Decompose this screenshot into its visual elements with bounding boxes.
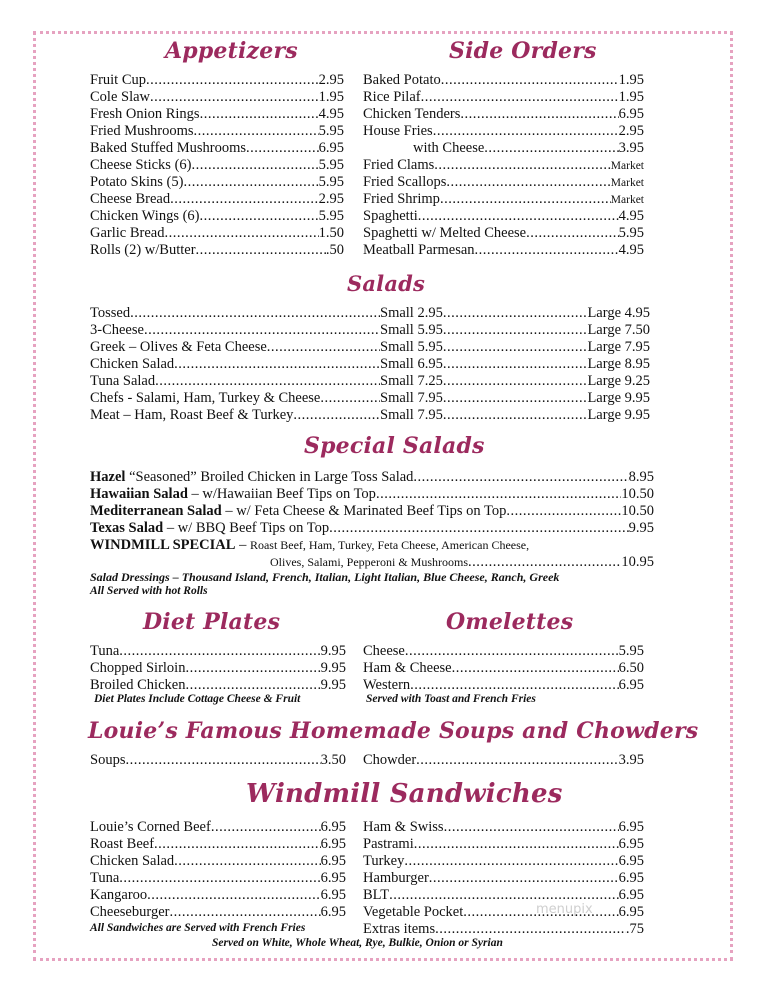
item-name — [90, 486, 376, 503]
appetizer-item — [90, 106, 344, 123]
sandwiches-fries-note: All Sandwiches are Served with French Fries — [90, 922, 306, 934]
side-order-item — [363, 157, 644, 174]
leader-dots — [170, 191, 319, 208]
item-name: Fruit Cup — [90, 72, 146, 88]
leader-dots — [429, 870, 619, 887]
item-name: Louie’s Corned Beef — [90, 819, 211, 835]
item-price: 5.95 — [318, 123, 344, 139]
item-price: Market — [610, 160, 644, 172]
item-name: Rice Pilaf — [363, 89, 421, 105]
item-name: Vegetable Pocket — [363, 904, 464, 920]
leader-dots — [443, 407, 588, 424]
sandwich-item — [90, 887, 346, 904]
item-description: “Seasoned” Broiled Chicken in Large Toss Salad — [125, 469, 414, 485]
item-name: Tuna Salad — [90, 373, 156, 389]
leader-dots — [475, 242, 619, 259]
windmill-special-desc2: Olives, Salami, Pepperoni & Mushrooms — [270, 555, 468, 569]
item-description: – w/ Feta Cheese & Marinated Beef Tips on Top — [221, 503, 507, 519]
item-name: Cheeseburger — [90, 904, 170, 920]
item-price: 10.50 — [621, 503, 654, 519]
item-price: 5.95 — [318, 174, 344, 190]
item-price: 6.95 — [618, 677, 644, 693]
item-price-large: Large 9.95 — [587, 390, 650, 406]
leader-dots — [200, 106, 319, 123]
item-name-bold: Hazel — [90, 469, 126, 485]
item-price: 5.95 — [318, 208, 344, 224]
item-price-large: Large 9.95 — [587, 407, 650, 423]
item-price: 8.95 — [628, 469, 654, 485]
diet-plates-heading: Diet Plates — [143, 609, 281, 635]
windmill-special-line1 — [90, 537, 529, 554]
item-price: 6.95 — [618, 853, 644, 869]
salad-item — [90, 407, 650, 424]
leader-dots — [484, 140, 618, 157]
leader-dots — [435, 921, 626, 938]
leader-dots — [460, 106, 618, 123]
item-price: 2.95 — [618, 123, 644, 139]
item-price: 6.95 — [618, 106, 644, 122]
item-name: Roast Beef — [90, 836, 155, 852]
leader-dots — [506, 503, 621, 520]
item-name: Tossed — [90, 305, 131, 321]
leader-dots — [434, 157, 610, 174]
item-name: Extras items — [363, 921, 436, 937]
item-price-small: Small 7.25 — [380, 373, 443, 389]
item-price: 4.95 — [318, 106, 344, 122]
sandwich-item — [90, 853, 346, 870]
item-price: 6.95 — [320, 887, 346, 903]
leader-dots — [147, 887, 320, 904]
item-price: 1.50 — [318, 225, 344, 241]
diet-plate-item — [90, 677, 346, 694]
leader-dots — [440, 191, 611, 208]
item-name: Chopped Sirloin — [90, 660, 186, 676]
item-name: Turkey — [363, 853, 405, 869]
leader-dots — [446, 174, 610, 191]
leader-dots — [526, 225, 619, 242]
leader-dots — [130, 305, 380, 322]
salad-item — [90, 356, 650, 373]
item-price-small: Small 6.95 — [380, 356, 443, 372]
windmill-special-dash: – — [235, 537, 250, 553]
item-price-small: Small 7.95 — [380, 390, 443, 406]
leader-dots — [443, 390, 588, 407]
item-price: 6.95 — [618, 836, 644, 852]
leader-dots — [413, 469, 628, 486]
special-salad-item — [90, 486, 654, 503]
item-name: Meat – Ham, Roast Beef & Turkey — [90, 407, 294, 423]
item-price: 3.50 — [320, 752, 346, 768]
appetizer-item — [90, 157, 344, 174]
item-name: Spaghetti — [363, 208, 418, 224]
item-name: Cole Slaw — [90, 89, 151, 105]
item-name: Ham & Cheese — [363, 660, 452, 676]
sandwiches-bread-note: Served on White, Whole Wheat, Rye, Bulkie, Onion or Syrian — [212, 937, 503, 949]
leader-dots — [246, 140, 319, 157]
leader-dots — [452, 660, 619, 677]
side-order-item — [363, 225, 644, 242]
leader-dots — [196, 242, 326, 259]
item-name: Chicken Wings (6) — [90, 208, 200, 224]
sandwich-item — [363, 904, 644, 921]
item-price: 5.95 — [618, 225, 644, 241]
leader-dots — [443, 305, 588, 322]
windmill-special-name: WINDMILL SPECIAL — [90, 537, 236, 553]
appetizer-item — [90, 123, 344, 140]
item-price: 10.50 — [621, 486, 654, 502]
leader-dots — [125, 752, 320, 769]
salad-dressings-list: – Thousand Island, French, Italian, Light Italian, Blue Cheese, Ranch, Greek — [169, 570, 560, 584]
special-salads-heading: Special Salads — [304, 433, 485, 459]
salad-item — [90, 339, 650, 356]
item-name: Chefs - Salami, Ham, Turkey & Cheese — [90, 390, 321, 406]
appetizer-item — [90, 72, 344, 89]
sandwich-item — [363, 887, 644, 904]
item-price-small: Small 2.95 — [380, 305, 443, 321]
item-price: 6.95 — [618, 870, 644, 886]
item-name: BLT — [363, 887, 390, 903]
side-order-item — [363, 242, 644, 259]
item-price: 5.95 — [618, 643, 644, 659]
appetizer-item — [90, 89, 344, 106]
item-name: Fresh Onion Rings — [90, 106, 200, 122]
special-salad-item — [90, 520, 654, 537]
item-description: – w/Hawaiian Beef Tips on Top — [187, 486, 376, 502]
sandwich-item — [363, 921, 644, 938]
leader-dots — [443, 322, 588, 339]
item-name: Pastrami — [363, 836, 414, 852]
side-order-item — [363, 89, 644, 106]
appetizer-item — [90, 225, 344, 242]
item-name: Chowder — [363, 752, 417, 768]
leader-dots — [211, 819, 321, 836]
sandwich-item — [90, 904, 346, 921]
item-name: Fried Clams — [363, 157, 435, 173]
side-order-item — [363, 140, 644, 157]
salad-item — [90, 373, 650, 390]
item-name — [90, 520, 329, 537]
leader-dots — [185, 660, 320, 677]
soups-heading: Louie’s Famous Homemade Soups and Chowders — [88, 718, 699, 744]
item-price: 2.95 — [318, 191, 344, 207]
item-name: Western — [363, 677, 411, 693]
item-price: 6.95 — [618, 904, 644, 920]
item-price: 2.95 — [318, 72, 344, 88]
side-order-item — [363, 123, 644, 140]
leader-dots — [146, 72, 319, 89]
item-price: 6.95 — [320, 853, 346, 869]
leader-dots — [200, 208, 319, 225]
item-name: Cheese — [363, 643, 405, 659]
appetizer-item — [90, 208, 344, 225]
leader-dots — [174, 356, 380, 373]
special-salad-item — [90, 503, 654, 520]
side-order-item — [363, 72, 644, 89]
item-name-bold: Mediterranean Salad — [90, 503, 222, 519]
item-name: Kangaroo — [90, 887, 148, 903]
item-name: Tuna — [90, 643, 120, 659]
leader-dots — [164, 225, 318, 242]
item-price-large: Large 8.95 — [587, 356, 650, 372]
leader-dots — [443, 373, 588, 390]
leader-dots — [119, 643, 320, 660]
item-price: 4.95 — [618, 242, 644, 258]
side-order-item — [363, 106, 644, 123]
item-price: 6.95 — [618, 887, 644, 903]
item-name: Hamburger — [363, 870, 429, 886]
watermark-logo: menupix — [536, 902, 593, 917]
item-price: 4.95 — [618, 208, 644, 224]
item-price: 9.95 — [320, 677, 346, 693]
leader-dots — [155, 373, 380, 390]
omelette-item — [363, 660, 644, 677]
item-name: Fried Shrimp — [363, 191, 440, 207]
leader-dots — [169, 904, 320, 921]
item-price: 9.95 — [628, 520, 654, 536]
leader-dots — [421, 89, 619, 106]
item-price-small: Small 5.95 — [380, 322, 443, 338]
leader-dots — [154, 836, 321, 853]
side-order-item — [363, 191, 644, 208]
item-name: Cheese Bread — [90, 191, 171, 207]
leader-dots — [320, 390, 380, 407]
diet-plate-item — [90, 643, 346, 660]
salad-item — [90, 390, 650, 407]
omelettes-heading: Omelettes — [446, 609, 574, 635]
item-name: Chicken Tenders — [363, 106, 461, 122]
diet-plate-item — [90, 660, 346, 677]
item-name: with Cheese — [413, 140, 485, 156]
sandwich-item — [363, 853, 644, 870]
item-price: 9.95 — [320, 643, 346, 659]
leader-dots — [267, 339, 380, 356]
sandwich-item — [363, 836, 644, 853]
leader-dots — [185, 677, 320, 694]
sandwich-item — [90, 819, 346, 836]
item-name: Garlic Bread — [90, 225, 165, 241]
windmill-special-desc1: Roast Beef, Ham, Turkey, Feta Cheese, American Cheese, — [249, 538, 530, 552]
diet-plates-note: Diet Plates Include Cottage Cheese & Fruit — [94, 693, 301, 705]
item-name: Baked Stuffed Mushrooms — [90, 140, 247, 156]
leader-dots — [174, 853, 320, 870]
item-price-large: Large 4.95 — [587, 305, 650, 321]
windmill-special-line2 — [270, 554, 654, 571]
item-name: Meatball Parmesan — [363, 242, 475, 258]
leader-dots — [410, 677, 618, 694]
item-price-large: Large 9.25 — [587, 373, 650, 389]
item-name: 3-Cheese — [90, 322, 144, 338]
appetizer-item — [90, 174, 344, 191]
item-price-small: Small 7.95 — [380, 407, 443, 423]
item-price: 3.95 — [618, 752, 644, 768]
item-description: – w/ BBQ Beef Tips on Top — [163, 520, 330, 536]
sandwich-item — [90, 836, 346, 853]
item-name: Potato Skins (5) — [90, 174, 184, 190]
item-price-small: Small 5.95 — [380, 339, 443, 355]
item-price-large: Large 7.50 — [587, 322, 650, 338]
leader-dots — [405, 643, 619, 660]
item-name: Fried Scallops — [363, 174, 447, 190]
item-name: Rolls (2) w/Butter — [90, 242, 196, 258]
item-name: Soups — [90, 752, 126, 768]
leader-dots — [183, 174, 318, 191]
side-order-item — [363, 208, 644, 225]
chowder-item — [363, 752, 644, 769]
special-salad-item — [90, 469, 654, 486]
item-price: 1.95 — [318, 89, 344, 105]
item-name: Ham & Swiss — [363, 819, 444, 835]
appetizer-item — [90, 140, 344, 157]
appetizer-item — [90, 242, 344, 259]
leader-dots — [376, 486, 621, 503]
item-price: 3.95 — [618, 140, 644, 156]
appetizer-item — [90, 191, 344, 208]
item-price: 1.95 — [618, 89, 644, 105]
item-price: 9.95 — [320, 660, 346, 676]
item-name-bold: Hawaiian Salad — [90, 486, 188, 502]
sandwich-item — [363, 870, 644, 887]
item-name — [90, 503, 506, 520]
leader-dots — [418, 208, 619, 225]
item-name-bold: Texas Salad — [90, 520, 164, 536]
omelettes-note: Served with Toast and French Fries — [366, 693, 536, 705]
item-name: Baked Potato — [363, 72, 441, 88]
leader-dots — [194, 123, 319, 140]
leader-dots — [119, 870, 320, 887]
item-name: Chicken Salad — [90, 853, 175, 869]
leader-dots — [414, 836, 619, 853]
leader-dots — [329, 520, 629, 537]
sandwich-item — [363, 819, 644, 836]
item-name: Broiled Chicken — [90, 677, 186, 693]
hot-rolls-note: All Served with hot Rolls — [90, 585, 208, 597]
salads-heading: Salads — [347, 271, 426, 296]
salad-dressings-note — [90, 570, 559, 585]
leader-dots — [443, 356, 588, 373]
leader-dots — [150, 89, 319, 106]
item-price: 6.95 — [320, 836, 346, 852]
item-price: 6.95 — [318, 140, 344, 156]
salad-dressings-label: Salad Dressings — [90, 570, 170, 584]
side-order-item — [363, 174, 644, 191]
leader-dots — [144, 322, 380, 339]
item-price: Market — [610, 194, 644, 206]
item-price: .50 — [325, 242, 344, 258]
item-price: 5.95 — [318, 157, 344, 173]
item-name: Spaghetti w/ Melted Cheese — [363, 225, 527, 241]
item-price: .75 — [625, 921, 644, 937]
item-name: Greek – Olives & Feta Cheese — [90, 339, 267, 355]
item-price-large: Large 7.95 — [587, 339, 650, 355]
item-price: 6.95 — [320, 819, 346, 835]
side-orders-heading: Side Orders — [449, 38, 597, 64]
item-name: Fried Mushrooms — [90, 123, 194, 139]
appetizers-heading: Appetizers — [165, 38, 298, 64]
salad-item — [90, 322, 650, 339]
leader-dots — [293, 407, 380, 424]
leader-dots — [433, 123, 619, 140]
leader-dots — [404, 853, 618, 870]
item-name: Tuna — [90, 870, 120, 886]
item-price: 6.95 — [320, 904, 346, 920]
item-price: 6.95 — [618, 819, 644, 835]
leader-dots — [441, 72, 619, 89]
leader-dots — [191, 157, 318, 174]
omelette-item — [363, 643, 644, 660]
item-price: 6.50 — [618, 660, 644, 676]
windmill-special-price: 10.95 — [621, 554, 654, 570]
leader-dots — [444, 819, 619, 836]
leader-dots — [468, 554, 621, 571]
item-name: Cheese Sticks (6) — [90, 157, 192, 173]
item-price: Market — [610, 177, 644, 189]
item-name: Chicken Salad — [90, 356, 175, 372]
item-name: House Fries — [363, 123, 433, 139]
omelette-item — [363, 677, 644, 694]
sandwich-item — [90, 870, 346, 887]
soup-item — [90, 752, 346, 769]
item-price: 6.95 — [320, 870, 346, 886]
sandwiches-heading: Windmill Sandwiches — [246, 779, 563, 809]
leader-dots — [416, 752, 618, 769]
salad-item — [90, 305, 650, 322]
leader-dots — [443, 339, 588, 356]
item-price: 1.95 — [618, 72, 644, 88]
item-name — [90, 469, 413, 486]
